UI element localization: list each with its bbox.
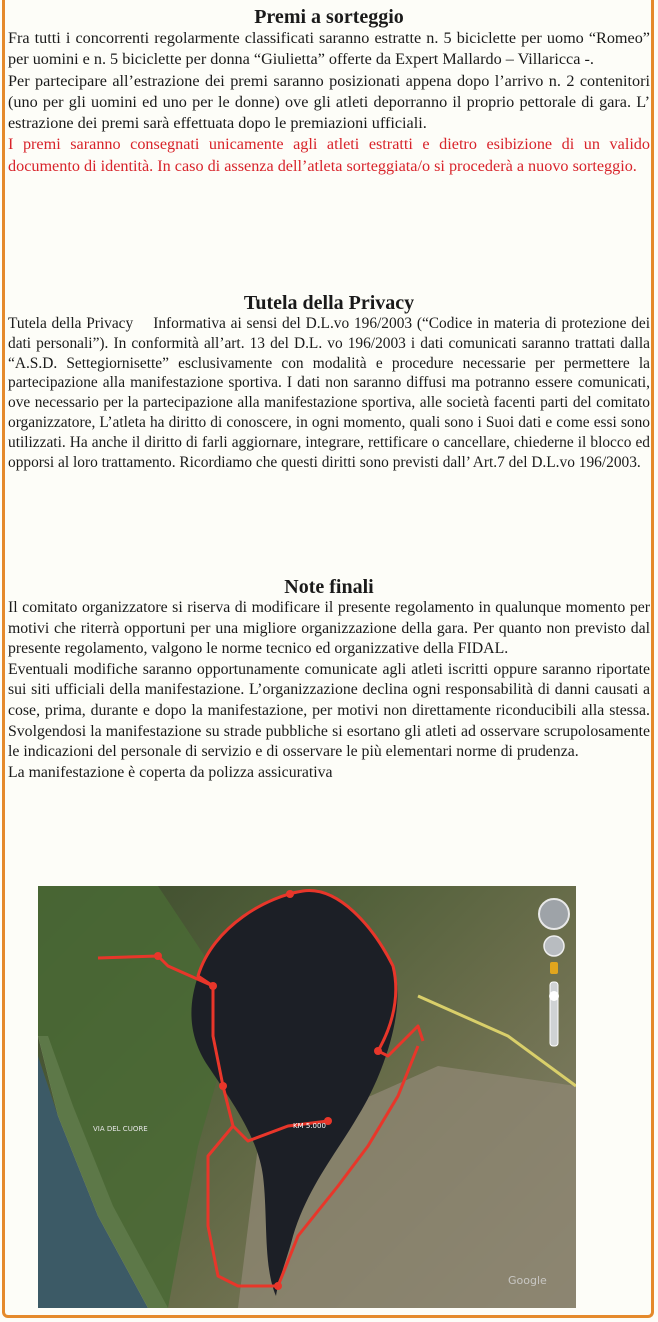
route-map-svg <box>38 886 576 1308</box>
privacy-paragraph <box>8 314 650 472</box>
map-pegman-icon[interactable] <box>550 962 558 974</box>
premi-paragraph-2: Per partecipare all’estrazione dei premi saranno posizionati appena dopo l’arrivo n. 2 contenitori (uno per gli uomini ed uno per le donne) ove gli atleti deporranno il proprio pettorale di gara. L’ estrazione dei premi sarà effettuata dopo le premiazioni ufficiali. <box>8 71 650 133</box>
route-marker <box>209 982 217 990</box>
premi-paragraph-red: I premi saranno consegnati unicamente agli atleti estratti e dietro esibizione di un valido documento di identità. In caso di assenza dell’atleta sorteggiata/o si procederà a nuovo sorteggio. <box>8 135 650 175</box>
map-credit: Google <box>508 1274 547 1287</box>
section-privacy <box>8 292 650 472</box>
section-premi <box>8 6 650 177</box>
privacy-body: Informativa ai sensi del D.L.vo 196/2003 (“Codice in materia di protezione dei dati personali”). In conformità all’art. 13 del D.L. vo 196/2003 i dati comunicati saranno trattati dalla “A.S.D. Settegiornisette” esclusivamente con modalità e procedure necessarie per permettere la partecipazione alla manifestazione sportiva. I dati non saranno diffusi ma potranno essere comunicati, ove necessario per la partecipazione alla manifestazione sportiva, alle società facenti parti del comitato organizzatore, L’atleta ha diritto di conoscere, in ogni momento, quali sono i Suoi dati e come essi sono utilizzati. Ha anche il diritto di farli aggiornare, integrare, rettificare o cancellare, chiederne il blocco ed opporsi al loro trattamento. Ricordiamo che questi diritti sono previsti dall’ Art.7 del D.L.vo 196/2003. <box>8 315 651 471</box>
premi-paragraph-1: Fra tutti i concorrenti regolarmente classificati saranno estratte n. 5 biciclette per uomo “Romeo” per uomini e n. 5 biciclette per donna “Giulietta” offerte da Expert Mallardo – Villaricca -. <box>8 29 650 69</box>
route-map <box>38 886 576 1308</box>
section-note-finali <box>8 576 650 783</box>
note-title: Note finali <box>284 576 374 598</box>
privacy-lead: Tutela della Privacy <box>8 315 134 332</box>
route-marker <box>286 890 294 898</box>
privacy-title: Tutela della Privacy <box>243 292 415 314</box>
map-label-place: VIA DEL CUORE <box>93 1125 148 1133</box>
route-marker <box>274 1282 282 1290</box>
route-marker <box>374 1047 382 1055</box>
note-paragraph-1: Il comitato organizzatore si riserva di modificare il presente regolamento in qualunque momento per motivi che riterrà opportuni per una migliore organizzazione della gara. Per quanto non previsto dal presente regolamento, valgono le norme tecnico ed organizzative della FIDAL. <box>8 599 650 658</box>
map-look-icon[interactable] <box>544 936 564 956</box>
route-marker <box>219 1082 227 1090</box>
map-zoom-handle[interactable] <box>549 991 559 1001</box>
premi-title: Premi a sorteggio <box>254 6 404 28</box>
map-label-distance: KM 5.000 <box>293 1122 326 1130</box>
route-marker <box>154 952 162 960</box>
note-paragraph-2: Eventuali modifiche saranno opportunamente comunicate agli atleti iscritti oppure saranno riportate sui siti ufficiali della manifestazione. L’organizzazione declina ogni responsabilità di danni causati a cose, prima, durante e dopo la manifestazione, per motivi non direttamente riconducibili alla stessa. Svolgendosi la manifestazione su strade pubbliche si esortano gli atleti ad osservare scrupolosamente le indicazioni del personale di servizio e di osservare le più elementari norme di prudenza. <box>8 660 650 761</box>
map-compass-icon[interactable] <box>539 899 569 929</box>
note-paragraph-3: La manifestazione è coperta da polizza assicurativa <box>8 763 333 781</box>
